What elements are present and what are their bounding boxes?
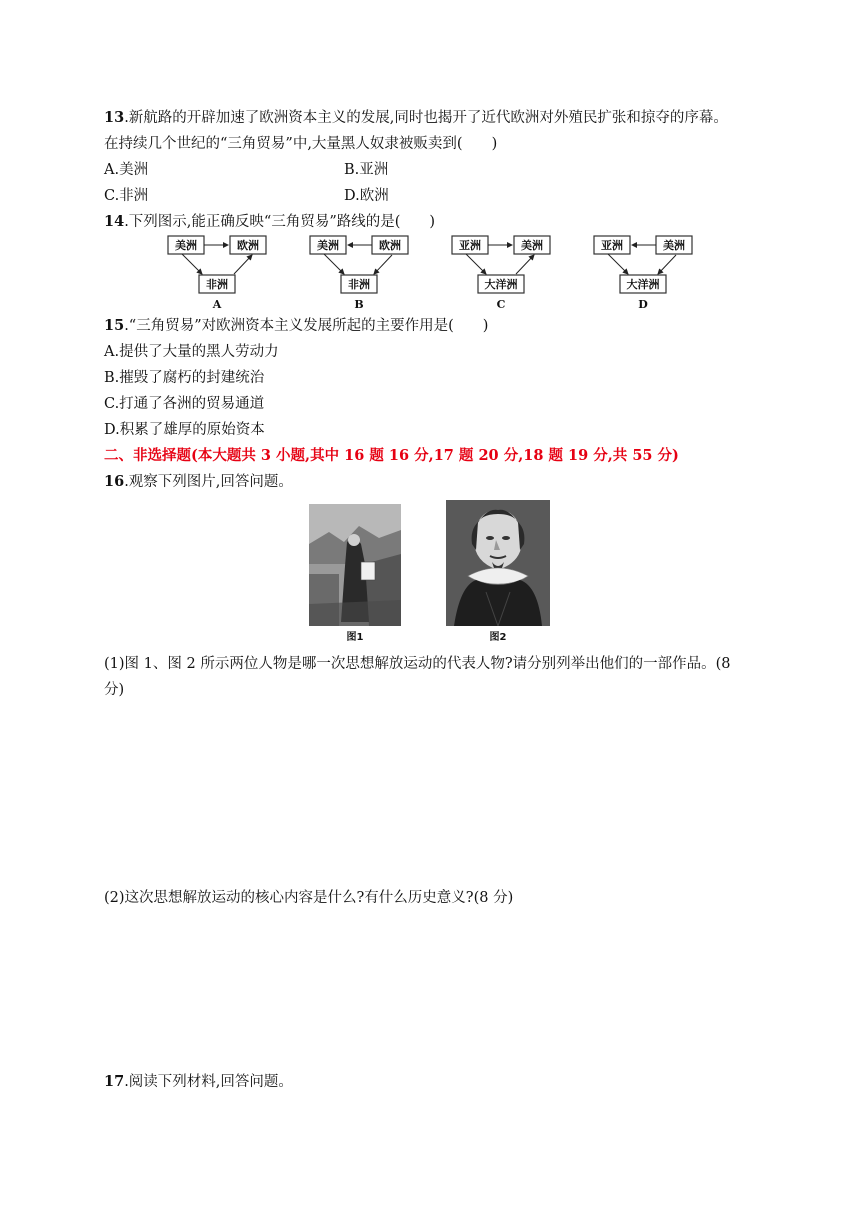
q17-stem: .阅读下列材料,回答问题。 (124, 1074, 293, 1090)
diagram-d-bottom: 大洋洲 (626, 278, 660, 291)
diagram-d (594, 236, 692, 311)
q15-number: 15 (104, 317, 125, 334)
q13-number: 13 (104, 109, 125, 126)
q15-line (104, 316, 488, 336)
q13-option-row-1 (104, 160, 389, 180)
diagram-c-top-right: 美洲 (521, 239, 543, 252)
diagram-c-bottom: 大洋洲 (484, 278, 518, 291)
q13-option-c: C.非洲 (104, 188, 149, 204)
diagram-b (310, 236, 408, 311)
q14-line (104, 212, 435, 232)
q16-line (104, 472, 293, 492)
diagram-c-letter: C (496, 298, 506, 311)
diagram-d-top-right: 美洲 (663, 239, 685, 252)
q15-option-b: B.摧毁了腐朽的封建统治 (104, 370, 265, 386)
q13-option-row-2 (104, 186, 389, 206)
diagram-b-letter: B (354, 298, 364, 311)
diagram-a-bottom: 非洲 (206, 278, 228, 291)
q17-number: 17 (104, 1073, 125, 1090)
diagram-c (452, 236, 550, 311)
q16-sub1-line1: (1)图 1、图 2 所示两位人物是哪一次思想解放运动的代表人物?请分别列举出他们的一部作品。(8 (104, 656, 731, 672)
q16-sub1-line2: 分) (104, 682, 125, 698)
figure-2-caption: 图2 (489, 632, 507, 643)
q13-line1 (104, 108, 728, 128)
diagram-d-letter: D (638, 298, 648, 311)
figure-2-image (446, 500, 550, 626)
figure-1-caption: 图1 (346, 632, 364, 643)
section2-note: (本大题共 3 小题,其中 16 题 16 分,17 题 20 分,18 题 19 分,共 55 分) (191, 447, 679, 464)
diagram-d-top-left: 亚洲 (601, 239, 623, 252)
diagram-b-bottom: 非洲 (348, 278, 370, 291)
q16-sub2: (2)这次思想解放运动的核心内容是什么?有什么历史意义?(8 分) (104, 890, 514, 906)
diagram-a (168, 236, 266, 311)
diagram-a-letter: A (212, 298, 222, 311)
diagram-c-top-left: 亚洲 (459, 239, 481, 252)
q13-option-a: A.美洲 (104, 162, 149, 178)
trade-route-diagrams (160, 233, 700, 313)
q15-stem: .“三角贸易”对欧洲资本主义发展所起的主要作用是( ) (124, 318, 489, 334)
q15-option-a: A.提供了大量的黑人劳动力 (104, 344, 279, 360)
q16-number: 16 (104, 473, 125, 490)
diagram-a-top-right: 欧洲 (237, 239, 259, 252)
q17-line (104, 1072, 293, 1092)
section2-title: 二、非选择题 (104, 447, 191, 464)
section2-heading (104, 446, 679, 466)
diagram-a-top-left: 美洲 (175, 239, 197, 252)
q13-stem: .新航路的开辟加速了欧洲资本主义的发展,同时也揭开了近代欧洲对外殖民扩张和掠夺的序幕。 (124, 110, 728, 126)
q13-option-b: B.亚洲 (344, 162, 389, 178)
q14-stem: .下列图示,能正确反映“三角贸易”路线的是( ) (124, 214, 436, 230)
q15-option-c: C.打通了各洲的贸易通道 (104, 396, 265, 412)
diagram-b-top-left: 美洲 (317, 239, 339, 252)
q13-option-d: D.欧洲 (344, 188, 389, 204)
q16-stem: .观察下列图片,回答问题。 (124, 474, 293, 490)
q15-option-d: D.积累了雄厚的原始资本 (104, 422, 265, 438)
q13-line2: 在持续几个世纪的“三角贸易”中,大量黑人奴隶被贩卖到( ) (104, 136, 498, 152)
figure-1-image (309, 504, 401, 626)
q14-number: 14 (104, 213, 125, 230)
diagram-b-top-right: 欧洲 (379, 239, 401, 252)
